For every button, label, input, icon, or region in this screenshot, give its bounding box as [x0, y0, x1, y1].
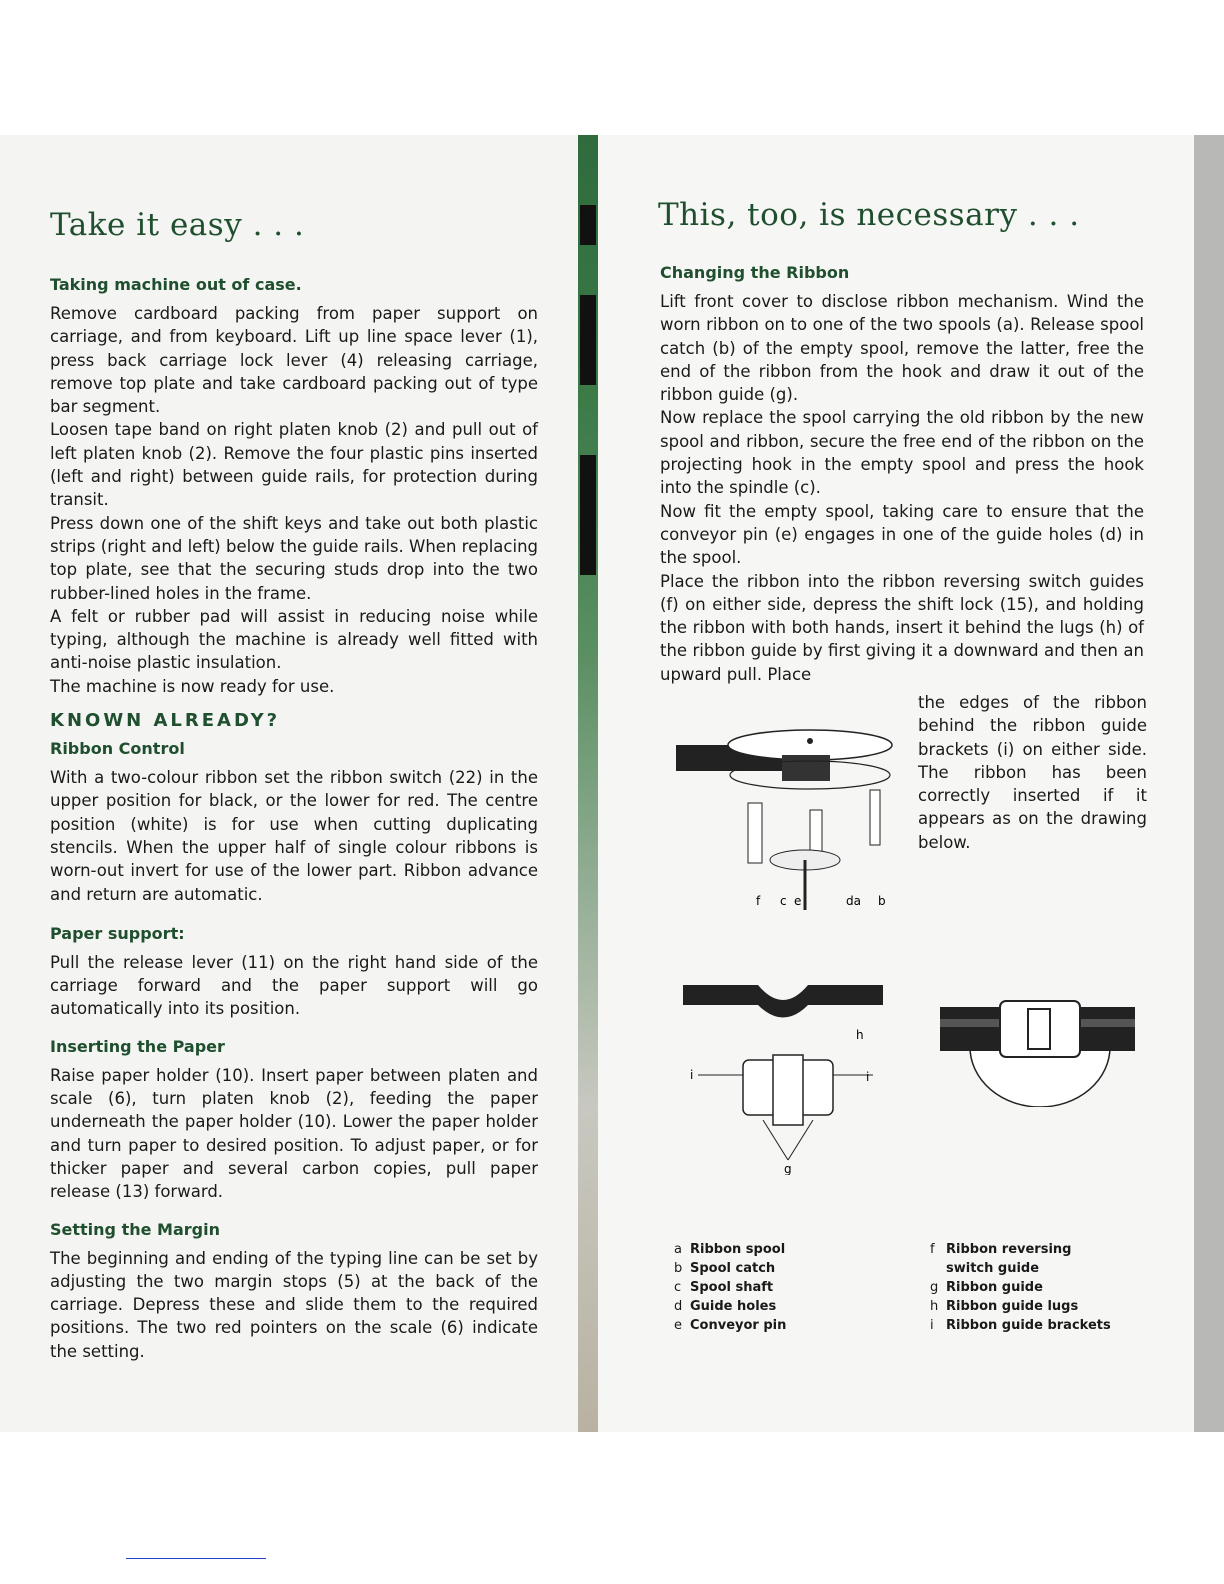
- label-b: b: [878, 894, 886, 908]
- heading-paper-support: Paper support:: [50, 923, 185, 943]
- paper-support-text: Pull the release lever (11) on the right hand side of the carriage forward and the paper support will go automatically into its position.: [50, 952, 538, 1019]
- label-g: g: [784, 1162, 792, 1175]
- legend-item: i Ribbon guide brackets: [930, 1318, 1111, 1333]
- ribbon-control-text: With a two-colour ribbon set the ribbon switch (22) in the upper position for black, or the lower for red. The centre position (white) is for use when cutting duplicating stencils. When the upper half of single colour ribbons is worn-out invert for use of the lower part. Ribbon advance and return are automatic.: [50, 768, 538, 904]
- paragraph: Loosen tape band on right platen knob (2) and pull out of left platen knob (2). Remove the four plastic pins inserted (left and right) between guide rails, for protection during transit.: [50, 420, 538, 510]
- legend-item: e Conveyor pin: [674, 1318, 787, 1333]
- legend-item: h Ribbon guide lugs: [930, 1299, 1079, 1314]
- legend-item: f Ribbon reversing: [930, 1242, 1072, 1257]
- left-page: [0, 135, 578, 1432]
- left-page-title: Take it easy . . .: [50, 207, 305, 243]
- heading-setting-margin: Setting the Margin: [50, 1219, 220, 1239]
- section-taking-out: [50, 302, 538, 698]
- right-column: [660, 263, 1144, 686]
- legend-item: switch guide: [946, 1261, 1040, 1276]
- right-page-title: This, too, is necessary . . .: [658, 197, 1080, 233]
- ribbon-wrap-text: the edges of the ribbon behind the ribbon guide brackets (i) on either side. The ribbon has been correctly inserted if it appears as on the drawing below.: [918, 693, 1147, 852]
- heading-taking-out: Taking machine out of case.: [50, 275, 302, 294]
- ribbon-spool-figure: [670, 725, 910, 915]
- paragraph: Remove cardboard packing from paper support on carriage, and from keyboard. Lift up line space lever (1), press back carriage lock lever (4) releasing carriage, remove top plate and take cardboard packing out of type bar segment.: [50, 304, 538, 417]
- right-page: [598, 135, 1194, 1432]
- heading-changing-ribbon: Changing the Ribbon: [660, 263, 850, 282]
- label-i-right: i: [866, 1070, 870, 1084]
- label-h: h: [856, 1028, 864, 1042]
- page-edge: [1194, 135, 1224, 1432]
- paragraph: Place the ribbon into the ribbon reversing switch guides (f) on either side, depress the shift lock (15), and holding the ribbon with both hands, insert it behind the lugs (h) of the ribbon guide by first giving it a downward and then an upward pull. Place: [660, 571, 1144, 684]
- footer-underline: [126, 1558, 266, 1559]
- label-e: e: [794, 894, 802, 908]
- inserting-paper-text: Raise paper holder (10). Insert paper between platen and scale (6), turn platen knob (2), feeding the paper underneath the paper holder (10). Lower the paper holder and turn paper to desired position. To adjust paper, or for thicker paper and several carbon copies, pull paper release (13) forward.: [50, 1065, 538, 1202]
- known-already-heading: KNOWN ALREADY?: [50, 710, 281, 732]
- legend-item: a Ribbon spool: [674, 1242, 786, 1257]
- label-f: f: [756, 894, 761, 908]
- legend-item: g Ribbon guide: [930, 1280, 1043, 1295]
- book-spine: [578, 135, 598, 1432]
- heading-inserting-paper: Inserting the Paper: [50, 1036, 225, 1056]
- setting-margin-text: The beginning and ending of the typing line can be set by adjusting the two margin stops (5) at the back of the carriage. Depress these and slide them to the required positions. The two red pointers on the scale (6) indicate the setting.: [50, 1248, 538, 1361]
- left-column: [50, 275, 538, 1375]
- label-i-left: i: [690, 1068, 694, 1082]
- legend-left: [674, 1240, 786, 1335]
- paragraph: A felt or rubber pad will assist in reducing noise while typing, although the machine is already well fitted with anti-noise plastic insulation.: [50, 606, 538, 673]
- legend-right: [930, 1240, 1111, 1335]
- label-da: da: [846, 894, 861, 908]
- legend-item: d Guide holes: [674, 1299, 777, 1314]
- paragraph: Press down one of the shift keys and take out both plastic strips (right and left) below the guide rails. When replacing top plate, see that the securing studs drop into the two rubber-lined holes in the frame.: [50, 513, 538, 603]
- ribbon-guide-figure: [678, 975, 898, 1175]
- legend-item: c Spool shaft: [674, 1280, 774, 1295]
- legend-item: b Spool catch: [674, 1261, 776, 1276]
- inserted-ribbon-figure: [940, 997, 1140, 1107]
- heading-ribbon-control: Ribbon Control: [50, 739, 185, 759]
- paragraph: The machine is now ready for use.: [50, 676, 335, 696]
- label-c: c: [780, 894, 787, 908]
- paragraph: Lift front cover to disclose ribbon mechanism. Wind the worn ribbon on to one of the two spools (a). Release spool catch (b) of the empty spool, remove the latter, free the end of the ribbon from the hook and draw it out of the ribbon guide (g).: [660, 292, 1144, 405]
- paragraph: Now replace the spool carrying the old ribbon by the new spool and ribbon, secure the free end of the ribbon on the projecting hook in the empty spool and press the hook into the spindle (c).: [660, 408, 1144, 498]
- paragraph: Now fit the empty spool, taking care to ensure that the conveyor pin (e) engages in one of the guide holes (d) in the spool.: [660, 501, 1144, 568]
